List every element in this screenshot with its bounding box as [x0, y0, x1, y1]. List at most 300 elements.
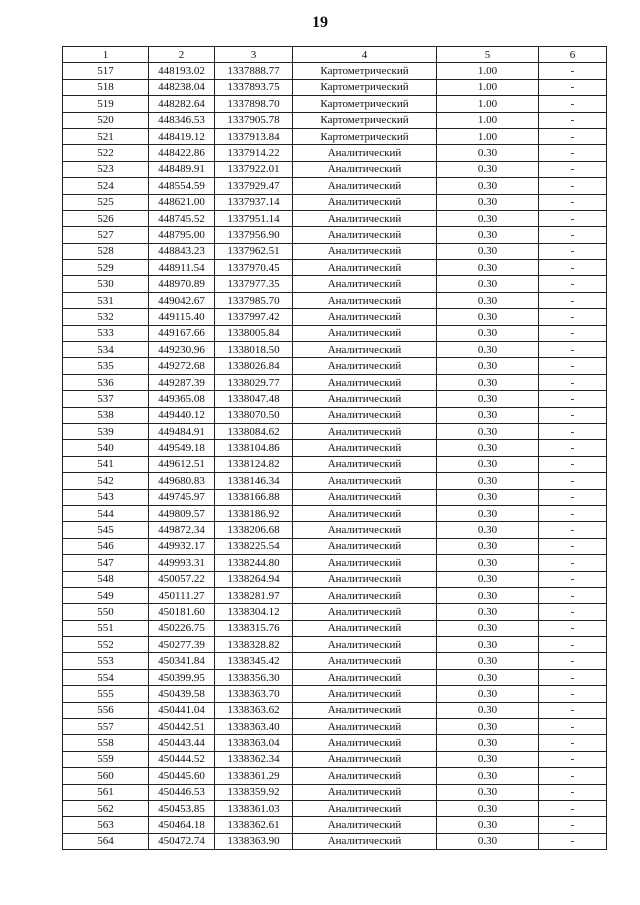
point-number-cell: 552: [63, 637, 149, 653]
x-coordinate-cell: 448621.00: [149, 194, 215, 210]
note-cell: -: [539, 751, 607, 767]
column-header: 4: [293, 47, 437, 63]
accuracy-cell: 1.00: [437, 112, 539, 128]
note-cell: -: [539, 768, 607, 784]
accuracy-cell: 0.30: [437, 325, 539, 341]
table-row: [63, 210, 607, 226]
point-number-cell: 519: [63, 96, 149, 112]
point-number-cell: 541: [63, 456, 149, 472]
method-cell: Аналитический: [293, 145, 437, 161]
y-coordinate-cell: 1338005.84: [215, 325, 293, 341]
table-row: [63, 800, 607, 816]
point-number-cell: 522: [63, 145, 149, 161]
coordinates-table: [62, 46, 607, 850]
note-cell: -: [539, 555, 607, 571]
table-row: [63, 522, 607, 538]
method-cell: Аналитический: [293, 719, 437, 735]
y-coordinate-cell: 1337997.42: [215, 309, 293, 325]
y-coordinate-cell: 1338029.77: [215, 374, 293, 390]
point-number-cell: 535: [63, 358, 149, 374]
table-row: [63, 637, 607, 653]
method-cell: Аналитический: [293, 161, 437, 177]
y-coordinate-cell: 1337937.14: [215, 194, 293, 210]
x-coordinate-cell: 448745.52: [149, 210, 215, 226]
x-coordinate-cell: 450181.60: [149, 604, 215, 620]
method-cell: Аналитический: [293, 243, 437, 259]
point-number-cell: 529: [63, 260, 149, 276]
method-cell: Аналитический: [293, 456, 437, 472]
accuracy-cell: 0.30: [437, 145, 539, 161]
method-cell: Аналитический: [293, 292, 437, 308]
accuracy-cell: 0.30: [437, 227, 539, 243]
x-coordinate-cell: 449287.39: [149, 374, 215, 390]
x-coordinate-cell: 449365.08: [149, 391, 215, 407]
point-number-cell: 538: [63, 407, 149, 423]
table-row: [63, 440, 607, 456]
y-coordinate-cell: 1338018.50: [215, 342, 293, 358]
note-cell: -: [539, 686, 607, 702]
method-cell: Картометрический: [293, 128, 437, 144]
accuracy-cell: 0.30: [437, 178, 539, 194]
accuracy-cell: 0.30: [437, 374, 539, 390]
x-coordinate-cell: 449612.51: [149, 456, 215, 472]
point-number-cell: 563: [63, 817, 149, 833]
accuracy-cell: 0.30: [437, 800, 539, 816]
table-row: [63, 423, 607, 439]
method-cell: Аналитический: [293, 210, 437, 226]
accuracy-cell: 0.30: [437, 719, 539, 735]
accuracy-cell: 0.30: [437, 423, 539, 439]
accuracy-cell: 0.30: [437, 751, 539, 767]
table-row: [63, 325, 607, 341]
table-row: [63, 719, 607, 735]
accuracy-cell: 0.30: [437, 194, 539, 210]
point-number-cell: 520: [63, 112, 149, 128]
note-cell: -: [539, 292, 607, 308]
x-coordinate-cell: 449932.17: [149, 538, 215, 554]
note-cell: -: [539, 391, 607, 407]
method-cell: Аналитический: [293, 735, 437, 751]
point-number-cell: 525: [63, 194, 149, 210]
point-number-cell: 559: [63, 751, 149, 767]
note-cell: -: [539, 817, 607, 833]
note-cell: -: [539, 669, 607, 685]
accuracy-cell: 0.30: [437, 669, 539, 685]
x-coordinate-cell: 449272.68: [149, 358, 215, 374]
x-coordinate-cell: 449809.57: [149, 505, 215, 521]
accuracy-cell: 0.30: [437, 784, 539, 800]
x-coordinate-cell: 449230.96: [149, 342, 215, 358]
x-coordinate-cell: 450399.95: [149, 669, 215, 685]
table-row: [63, 227, 607, 243]
x-coordinate-cell: 450464.18: [149, 817, 215, 833]
method-cell: Аналитический: [293, 784, 437, 800]
accuracy-cell: 0.30: [437, 833, 539, 849]
table-row: [63, 653, 607, 669]
accuracy-cell: 0.30: [437, 260, 539, 276]
table-row: [63, 63, 607, 79]
note-cell: -: [539, 604, 607, 620]
method-cell: Аналитический: [293, 522, 437, 538]
accuracy-cell: 0.30: [437, 489, 539, 505]
accuracy-cell: 0.30: [437, 735, 539, 751]
table-row: [63, 505, 607, 521]
y-coordinate-cell: 1338361.29: [215, 768, 293, 784]
table-row: [63, 538, 607, 554]
x-coordinate-cell: 450453.85: [149, 800, 215, 816]
note-cell: -: [539, 587, 607, 603]
note-cell: -: [539, 276, 607, 292]
y-coordinate-cell: 1337985.70: [215, 292, 293, 308]
y-coordinate-cell: 1338362.61: [215, 817, 293, 833]
x-coordinate-cell: 450444.52: [149, 751, 215, 767]
x-coordinate-cell: 449484.91: [149, 423, 215, 439]
point-number-cell: 544: [63, 505, 149, 521]
method-cell: Аналитический: [293, 391, 437, 407]
note-cell: -: [539, 505, 607, 521]
accuracy-cell: 0.30: [437, 637, 539, 653]
table-row: [63, 735, 607, 751]
point-number-cell: 556: [63, 702, 149, 718]
x-coordinate-cell: 450442.51: [149, 719, 215, 735]
method-cell: Аналитический: [293, 473, 437, 489]
y-coordinate-cell: 1338026.84: [215, 358, 293, 374]
accuracy-cell: 0.30: [437, 440, 539, 456]
x-coordinate-cell: 450057.22: [149, 571, 215, 587]
x-coordinate-cell: 449872.34: [149, 522, 215, 538]
note-cell: -: [539, 112, 607, 128]
x-coordinate-cell: 448282.64: [149, 96, 215, 112]
accuracy-cell: 0.30: [437, 473, 539, 489]
x-coordinate-cell: 449745.97: [149, 489, 215, 505]
x-coordinate-cell: 448970.89: [149, 276, 215, 292]
y-coordinate-cell: 1338361.03: [215, 800, 293, 816]
table-row: [63, 669, 607, 685]
point-number-cell: 564: [63, 833, 149, 849]
point-number-cell: 536: [63, 374, 149, 390]
point-number-cell: 518: [63, 79, 149, 95]
method-cell: Аналитический: [293, 833, 437, 849]
point-number-cell: 526: [63, 210, 149, 226]
point-number-cell: 537: [63, 391, 149, 407]
method-cell: Аналитический: [293, 604, 437, 620]
column-header: 3: [215, 47, 293, 63]
note-cell: -: [539, 423, 607, 439]
point-number-cell: 534: [63, 342, 149, 358]
table-row: [63, 145, 607, 161]
table-row: [63, 686, 607, 702]
method-cell: Аналитический: [293, 817, 437, 833]
table-row: [63, 260, 607, 276]
point-number-cell: 562: [63, 800, 149, 816]
table-header-row: [63, 47, 607, 63]
point-number-cell: 551: [63, 620, 149, 636]
point-number-cell: 546: [63, 538, 149, 554]
x-coordinate-cell: 449549.18: [149, 440, 215, 456]
y-coordinate-cell: 1338166.88: [215, 489, 293, 505]
accuracy-cell: 0.30: [437, 571, 539, 587]
x-coordinate-cell: 448193.02: [149, 63, 215, 79]
x-coordinate-cell: 448346.53: [149, 112, 215, 128]
table-row: [63, 768, 607, 784]
y-coordinate-cell: 1337905.78: [215, 112, 293, 128]
point-number-cell: 561: [63, 784, 149, 800]
method-cell: Аналитический: [293, 751, 437, 767]
y-coordinate-cell: 1338244.80: [215, 555, 293, 571]
x-coordinate-cell: 450443.44: [149, 735, 215, 751]
method-cell: Аналитический: [293, 571, 437, 587]
table-row: [63, 358, 607, 374]
point-number-cell: 549: [63, 587, 149, 603]
x-coordinate-cell: 450111.27: [149, 587, 215, 603]
point-number-cell: 558: [63, 735, 149, 751]
x-coordinate-cell: 448422.86: [149, 145, 215, 161]
point-number-cell: 555: [63, 686, 149, 702]
y-coordinate-cell: 1338359.92: [215, 784, 293, 800]
table-row: [63, 751, 607, 767]
table-row: [63, 342, 607, 358]
note-cell: -: [539, 407, 607, 423]
point-number-cell: 532: [63, 309, 149, 325]
table-row: [63, 292, 607, 308]
y-coordinate-cell: 1338084.62: [215, 423, 293, 439]
method-cell: Аналитический: [293, 800, 437, 816]
point-number-cell: 530: [63, 276, 149, 292]
method-cell: Аналитический: [293, 505, 437, 521]
accuracy-cell: 1.00: [437, 79, 539, 95]
column-header: 5: [437, 47, 539, 63]
method-cell: Аналитический: [293, 669, 437, 685]
point-number-cell: 547: [63, 555, 149, 571]
table-row: [63, 178, 607, 194]
accuracy-cell: 0.30: [437, 702, 539, 718]
x-coordinate-cell: 450446.53: [149, 784, 215, 800]
table-row: [63, 128, 607, 144]
y-coordinate-cell: 1337970.45: [215, 260, 293, 276]
table-row: [63, 407, 607, 423]
point-number-cell: 550: [63, 604, 149, 620]
table-row: [63, 604, 607, 620]
accuracy-cell: 0.30: [437, 538, 539, 554]
method-cell: Аналитический: [293, 653, 437, 669]
point-number-cell: 528: [63, 243, 149, 259]
table-row: [63, 112, 607, 128]
y-coordinate-cell: 1337898.70: [215, 96, 293, 112]
table-row: [63, 96, 607, 112]
x-coordinate-cell: 449440.12: [149, 407, 215, 423]
column-header: 6: [539, 47, 607, 63]
method-cell: Аналитический: [293, 637, 437, 653]
accuracy-cell: 0.30: [437, 817, 539, 833]
note-cell: -: [539, 735, 607, 751]
point-number-cell: 521: [63, 128, 149, 144]
method-cell: Аналитический: [293, 555, 437, 571]
table-row: [63, 784, 607, 800]
x-coordinate-cell: 448489.91: [149, 161, 215, 177]
y-coordinate-cell: 1338363.90: [215, 833, 293, 849]
accuracy-cell: 0.30: [437, 342, 539, 358]
accuracy-cell: 0.30: [437, 276, 539, 292]
method-cell: Аналитический: [293, 768, 437, 784]
note-cell: -: [539, 637, 607, 653]
y-coordinate-cell: 1338281.97: [215, 587, 293, 603]
accuracy-cell: 0.30: [437, 505, 539, 521]
point-number-cell: 543: [63, 489, 149, 505]
note-cell: -: [539, 161, 607, 177]
accuracy-cell: 0.30: [437, 210, 539, 226]
y-coordinate-cell: 1337922.01: [215, 161, 293, 177]
x-coordinate-cell: 448911.54: [149, 260, 215, 276]
point-number-cell: 533: [63, 325, 149, 341]
point-number-cell: 517: [63, 63, 149, 79]
note-cell: -: [539, 653, 607, 669]
note-cell: -: [539, 63, 607, 79]
y-coordinate-cell: 1337913.84: [215, 128, 293, 144]
point-number-cell: 553: [63, 653, 149, 669]
note-cell: -: [539, 260, 607, 276]
x-coordinate-cell: 450439.58: [149, 686, 215, 702]
y-coordinate-cell: 1338315.76: [215, 620, 293, 636]
point-number-cell: 548: [63, 571, 149, 587]
note-cell: -: [539, 719, 607, 735]
method-cell: Аналитический: [293, 538, 437, 554]
accuracy-cell: 1.00: [437, 63, 539, 79]
note-cell: -: [539, 571, 607, 587]
accuracy-cell: 0.30: [437, 620, 539, 636]
y-coordinate-cell: 1338328.82: [215, 637, 293, 653]
accuracy-cell: 0.30: [437, 653, 539, 669]
note-cell: -: [539, 145, 607, 161]
table-row: [63, 833, 607, 849]
x-coordinate-cell: 448554.59: [149, 178, 215, 194]
y-coordinate-cell: 1338070.50: [215, 407, 293, 423]
y-coordinate-cell: 1338304.12: [215, 604, 293, 620]
x-coordinate-cell: 450472.74: [149, 833, 215, 849]
note-cell: -: [539, 96, 607, 112]
method-cell: Аналитический: [293, 358, 437, 374]
note-cell: -: [539, 374, 607, 390]
y-coordinate-cell: 1338356.30: [215, 669, 293, 685]
method-cell: Картометрический: [293, 96, 437, 112]
table-row: [63, 276, 607, 292]
method-cell: Аналитический: [293, 227, 437, 243]
y-coordinate-cell: 1338225.54: [215, 538, 293, 554]
table-row: [63, 456, 607, 472]
x-coordinate-cell: 450445.60: [149, 768, 215, 784]
accuracy-cell: 0.30: [437, 407, 539, 423]
table-row: [63, 571, 607, 587]
note-cell: -: [539, 538, 607, 554]
method-cell: Аналитический: [293, 374, 437, 390]
column-header: 2: [149, 47, 215, 63]
y-coordinate-cell: 1338124.82: [215, 456, 293, 472]
accuracy-cell: 1.00: [437, 96, 539, 112]
method-cell: Аналитический: [293, 702, 437, 718]
accuracy-cell: 0.30: [437, 768, 539, 784]
note-cell: -: [539, 178, 607, 194]
point-number-cell: 554: [63, 669, 149, 685]
point-number-cell: 527: [63, 227, 149, 243]
column-header: 1: [63, 47, 149, 63]
x-coordinate-cell: 450441.04: [149, 702, 215, 718]
y-coordinate-cell: 1337956.90: [215, 227, 293, 243]
x-coordinate-cell: 448843.23: [149, 243, 215, 259]
note-cell: -: [539, 243, 607, 259]
table-row: [63, 702, 607, 718]
note-cell: -: [539, 489, 607, 505]
note-cell: -: [539, 702, 607, 718]
y-coordinate-cell: 1337977.35: [215, 276, 293, 292]
x-coordinate-cell: 448238.04: [149, 79, 215, 95]
method-cell: Аналитический: [293, 423, 437, 439]
page-number: 19: [312, 14, 328, 31]
x-coordinate-cell: 449042.67: [149, 292, 215, 308]
table-row: [63, 391, 607, 407]
table-row: [63, 473, 607, 489]
y-coordinate-cell: 1338186.92: [215, 505, 293, 521]
table-row: [63, 374, 607, 390]
y-coordinate-cell: 1337951.14: [215, 210, 293, 226]
note-cell: -: [539, 210, 607, 226]
note-cell: -: [539, 473, 607, 489]
note-cell: -: [539, 342, 607, 358]
point-number-cell: 557: [63, 719, 149, 735]
x-coordinate-cell: 450341.84: [149, 653, 215, 669]
note-cell: -: [539, 800, 607, 816]
note-cell: -: [539, 833, 607, 849]
method-cell: Аналитический: [293, 325, 437, 341]
accuracy-cell: 0.30: [437, 587, 539, 603]
y-coordinate-cell: 1337893.75: [215, 79, 293, 95]
note-cell: -: [539, 194, 607, 210]
y-coordinate-cell: 1338104.86: [215, 440, 293, 456]
note-cell: -: [539, 440, 607, 456]
point-number-cell: 531: [63, 292, 149, 308]
accuracy-cell: 0.30: [437, 161, 539, 177]
accuracy-cell: 0.30: [437, 292, 539, 308]
y-coordinate-cell: 1338345.42: [215, 653, 293, 669]
table-row: [63, 161, 607, 177]
method-cell: Аналитический: [293, 276, 437, 292]
x-coordinate-cell: 448419.12: [149, 128, 215, 144]
note-cell: -: [539, 227, 607, 243]
y-coordinate-cell: 1338264.94: [215, 571, 293, 587]
table-row: [63, 489, 607, 505]
table-body: [63, 63, 607, 850]
accuracy-cell: 0.30: [437, 309, 539, 325]
x-coordinate-cell: 448795.00: [149, 227, 215, 243]
x-coordinate-cell: 450226.75: [149, 620, 215, 636]
accuracy-cell: 0.30: [437, 456, 539, 472]
point-number-cell: 560: [63, 768, 149, 784]
point-number-cell: 523: [63, 161, 149, 177]
point-number-cell: 540: [63, 440, 149, 456]
point-number-cell: 524: [63, 178, 149, 194]
table-row: [63, 309, 607, 325]
table-row: [63, 817, 607, 833]
method-cell: Аналитический: [293, 489, 437, 505]
x-coordinate-cell: 449680.83: [149, 473, 215, 489]
method-cell: Картометрический: [293, 112, 437, 128]
y-coordinate-cell: 1338146.34: [215, 473, 293, 489]
x-coordinate-cell: 449167.66: [149, 325, 215, 341]
accuracy-cell: 0.30: [437, 391, 539, 407]
method-cell: Аналитический: [293, 309, 437, 325]
note-cell: -: [539, 358, 607, 374]
method-cell: Аналитический: [293, 686, 437, 702]
y-coordinate-cell: 1337929.47: [215, 178, 293, 194]
y-coordinate-cell: 1338206.68: [215, 522, 293, 538]
